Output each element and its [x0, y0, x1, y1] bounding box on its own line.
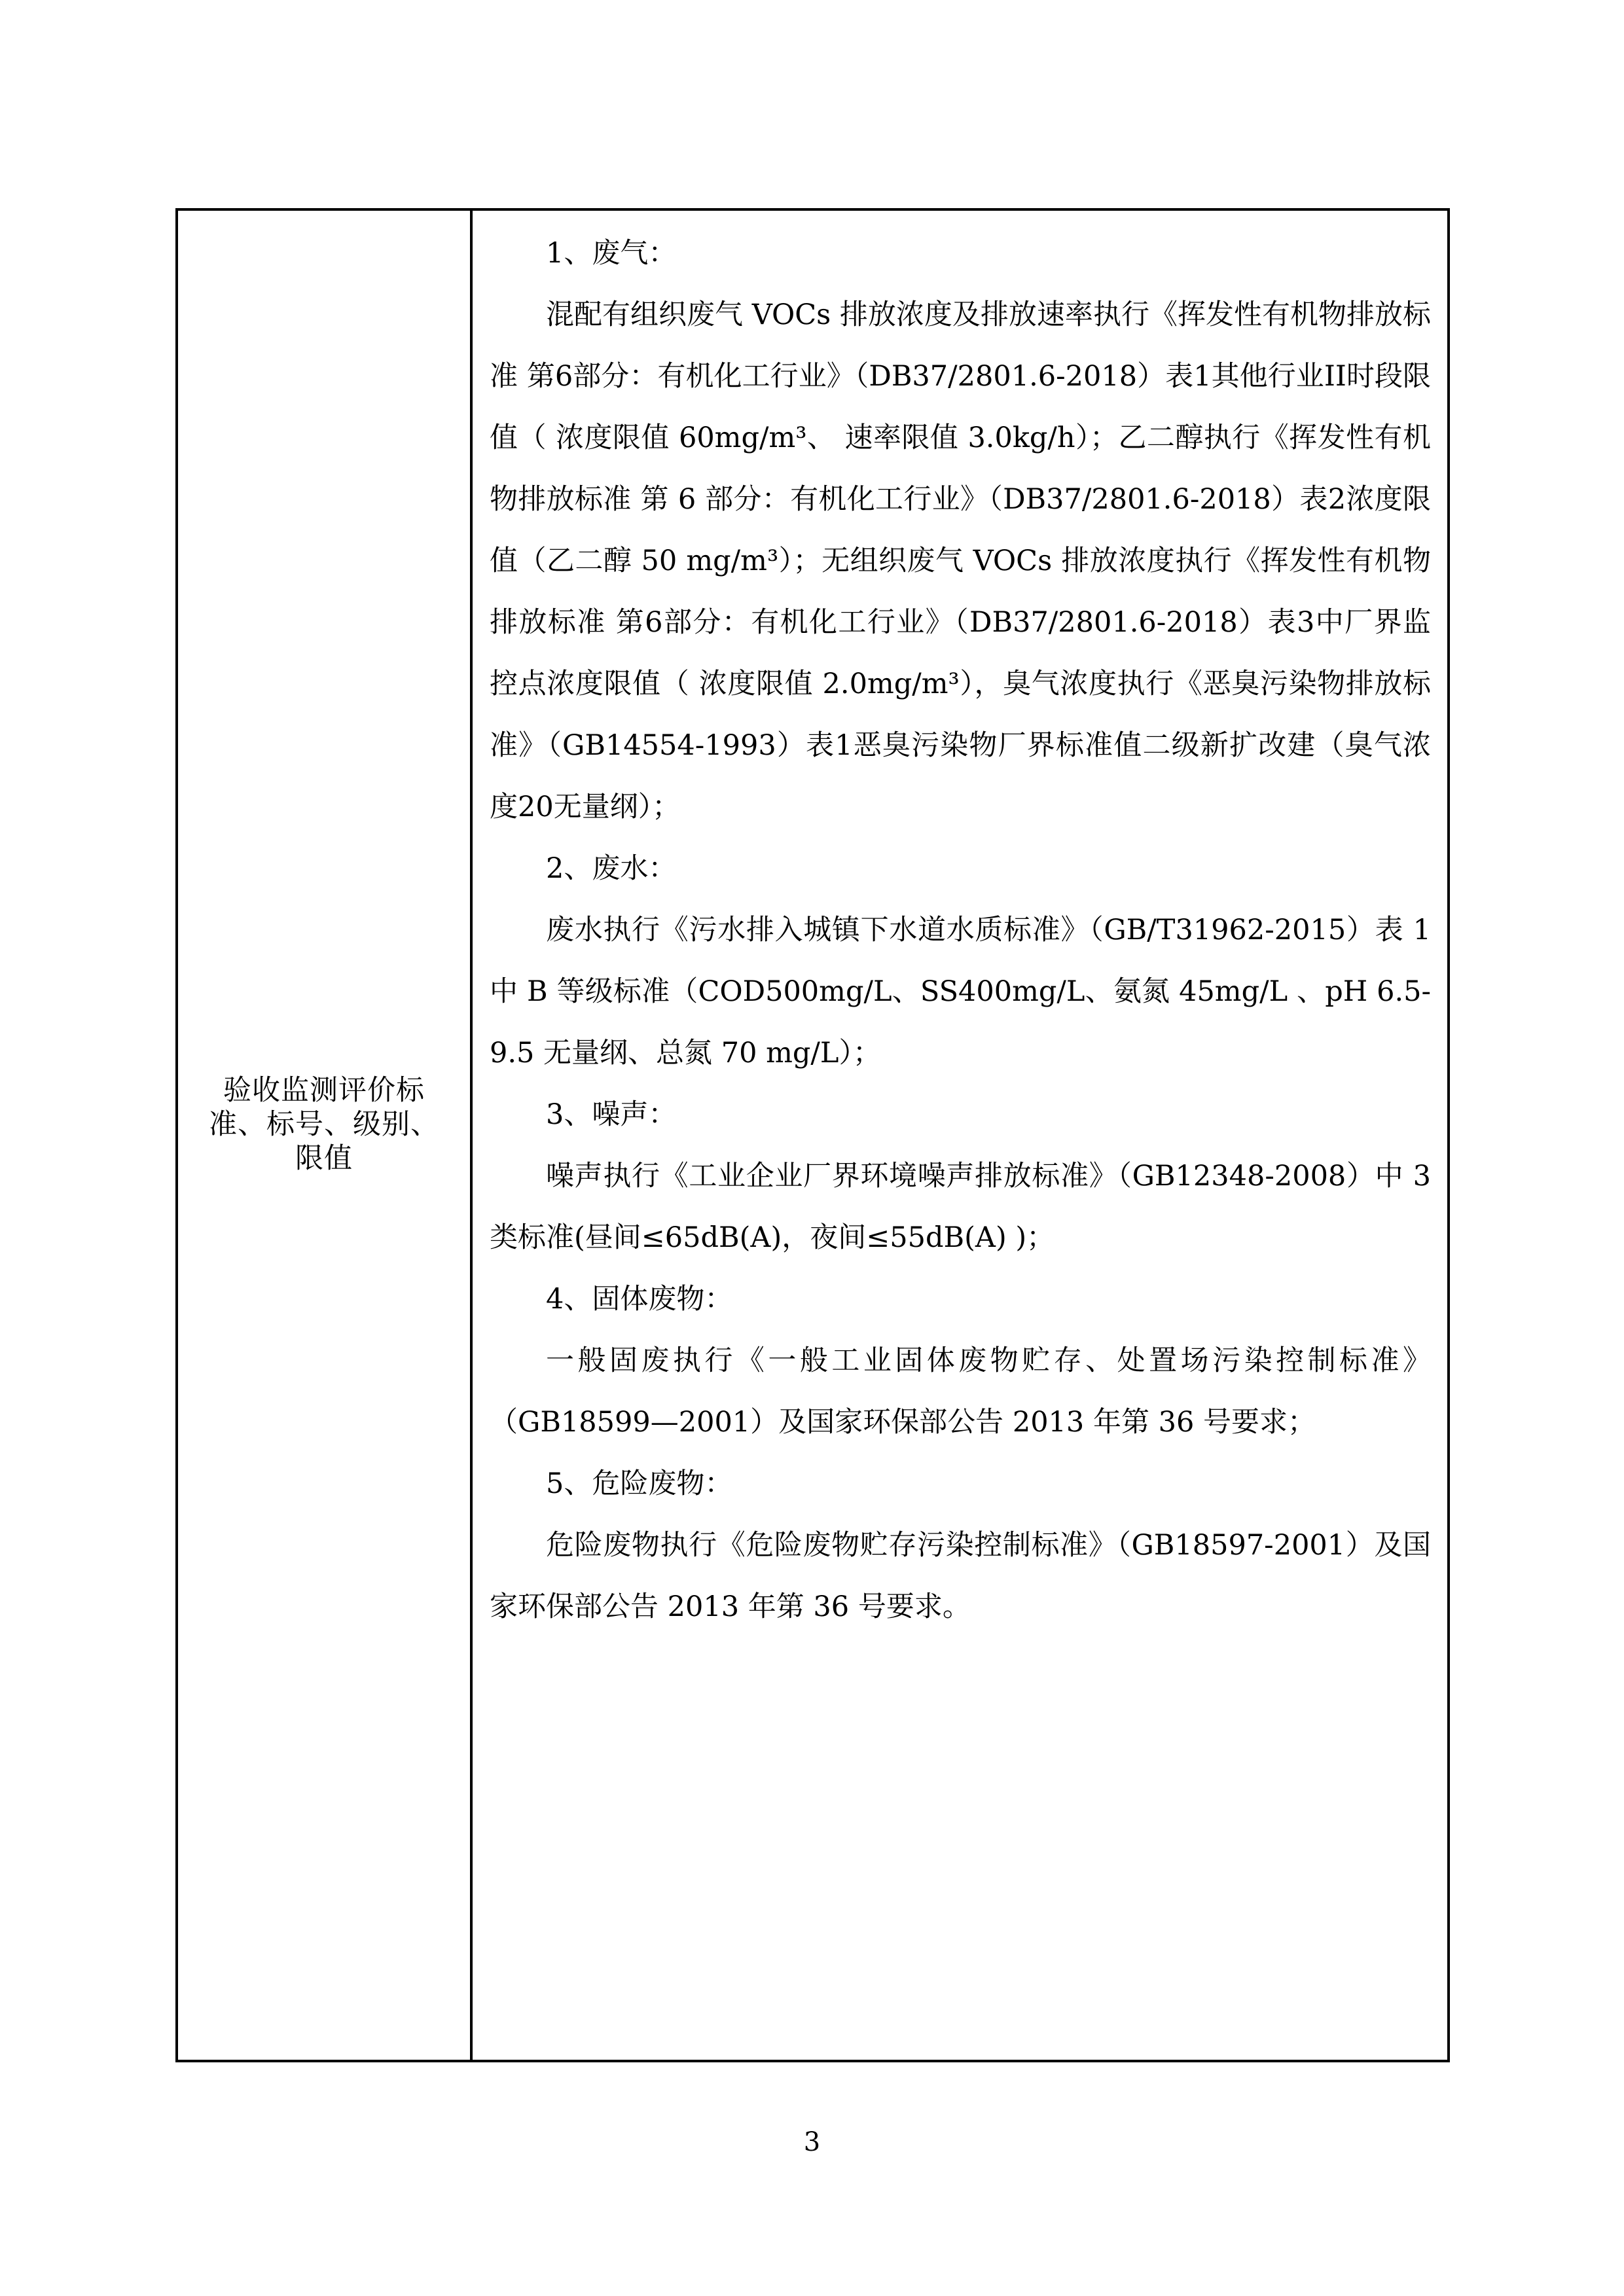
page-number: 3: [803, 2127, 821, 2157]
section-text-hazardous-waste: 危险废物执行《危险废物贮存污染控制标准》（GB18597-2001）及国家环保部公告 2013 年第 36 号要求。: [490, 1529, 1431, 1623]
section-heading-hazardous-waste: 5、危险废物：: [546, 1467, 733, 1500]
section-heading-exhaust-gas: 1、废气：: [546, 237, 677, 270]
column-divider: [470, 208, 473, 2062]
section-text-solid-waste: 一般固废执行《一般工业固体废物贮存、处置场污染控制标准》（GB18599—2001）及国家环保部公告 2013 年第 36 号要求；: [490, 1344, 1431, 1439]
left-cell-line: 限值: [295, 1142, 353, 1175]
section-text-noise: 噪声执行《工业企业厂界环境噪声排放标准》（GB12348-2008）中 3 类标准(昼间≤65dB(A)，夜间≤55dB(A) )；: [490, 1160, 1431, 1254]
section-text-exhaust-gas: 混配有组织废气 VOCs 排放浓度及排放速率执行《挥发性有机物排放标准 第6部分：有机化工行业》（DB37/2801.6-2018）表1其他行业II时段限值（ 浓度限值 60mg/m³、 速率限值 3.0kg/h）；乙二醇执行《挥发性有机物排放标准 第 6 部分：有机化工行业》（DB37/2801.6-2018）表2浓度限值（乙二醇 50 mg/m³）；无组织废气 VOCs 排放浓度执行《挥发性有机物排放标准 第6部分：有机化工行业》（DB37/2801.6-2018）表3中厂界监控点浓度限值（ 浓度限值 2.0mg/m³），臭气浓度执行《恶臭污染物排放标准》（GB14554-1993）表1恶臭污染物厂界标准值二级新扩改建（臭气浓度20无量纲）；: [490, 298, 1431, 823]
left-cell-line: 验收监测评价标: [223, 1074, 425, 1107]
left-cell-line: 准、标号、级别、: [209, 1108, 439, 1141]
right-cell-content: [490, 223, 1431, 1638]
left-cell-label: [178, 1073, 470, 1175]
section-heading-noise: 3、噪声：: [546, 1098, 677, 1131]
section-heading-wastewater: 2、废水：: [546, 852, 677, 885]
section-heading-solid-waste: 4、固体废物：: [546, 1283, 733, 1316]
section-text-wastewater: 废水执行《污水排入城镇下水道水质标准》（GB/T31962-2015）表 1 中 B 等级标准（COD500mg/L、SS400mg/L、氨氮 45mg/L 、pH 6.5-9.5 无量纲、总氮 70 mg/L）；: [490, 914, 1431, 1069]
